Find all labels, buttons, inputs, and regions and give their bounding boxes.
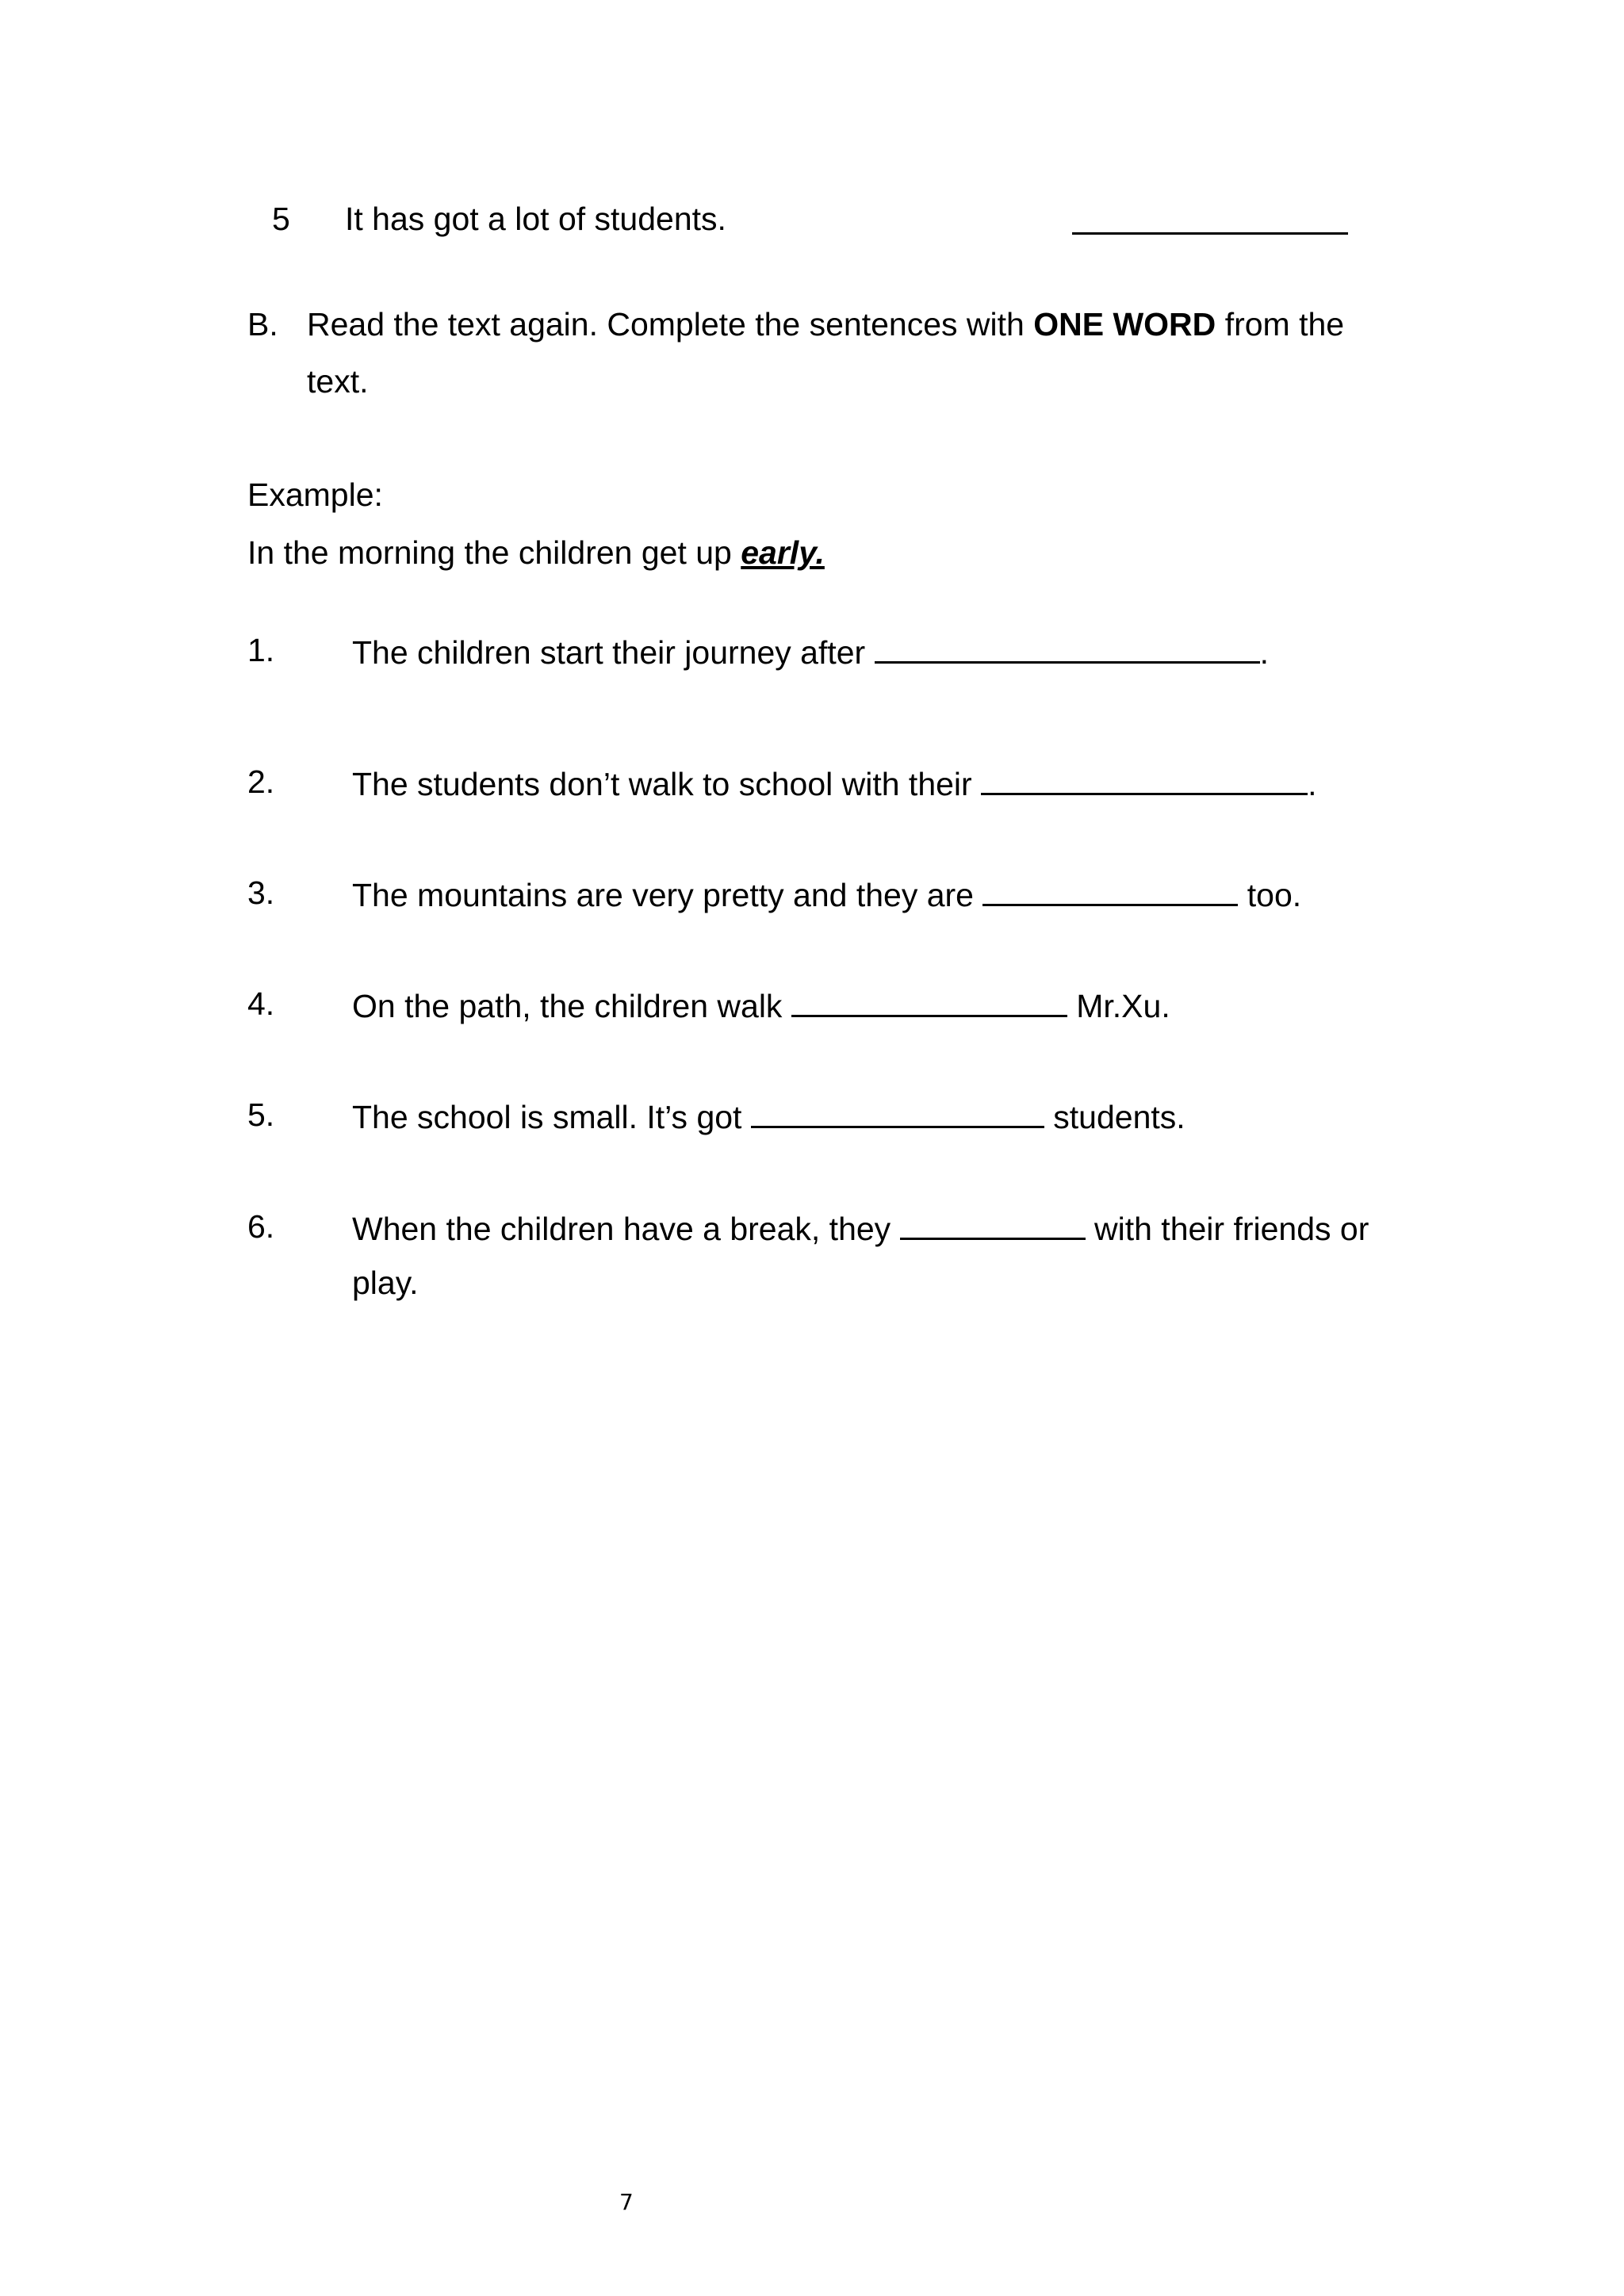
question-2-text — [352, 766, 1317, 801]
question-6-before: When the children have a break, they — [352, 1211, 891, 1247]
question-6-blank[interactable] — [900, 1211, 1086, 1240]
example-sentence — [247, 534, 825, 571]
instruction-part2: from the — [1224, 306, 1345, 342]
question-4-text — [352, 988, 1170, 1023]
question-1-blank[interactable] — [875, 634, 1260, 664]
question-3-after: too. — [1247, 877, 1302, 913]
question-1-number: 1. — [247, 632, 275, 668]
question-6-number: 6. — [247, 1208, 275, 1245]
question-4-blank[interactable] — [791, 988, 1067, 1017]
example-label: Example: — [247, 476, 383, 513]
question-6-text — [352, 1211, 1369, 1246]
instruction-part1: Read the text again. Complete the sentences with — [307, 306, 1025, 342]
question-4-after: Mr.Xu. — [1076, 988, 1170, 1024]
section-b-letter: B. — [247, 306, 278, 342]
example-text: In the morning the children get up — [247, 534, 732, 571]
question-4-before: On the path, the children walk — [352, 988, 783, 1024]
instruction-bold: ONE WORD — [1033, 306, 1216, 342]
question-5-number: 5. — [247, 1096, 275, 1133]
prev-item-answer-blank[interactable] — [1072, 232, 1348, 235]
question-6-after: with their friends or — [1094, 1211, 1369, 1247]
example-answer: early. — [741, 534, 825, 571]
prev-item-number: 5 — [272, 201, 290, 237]
section-b-instruction-line2: text. — [307, 363, 369, 400]
question-1-before: The children start their journey after — [352, 634, 866, 671]
question-1-after: . — [1259, 634, 1270, 671]
question-3-before: The mountains are very pretty and they are — [352, 877, 974, 913]
question-1-text — [352, 634, 1269, 669]
question-4-number: 4. — [247, 985, 275, 1022]
question-5-after: students. — [1053, 1099, 1185, 1135]
question-5-text — [352, 1099, 1185, 1134]
question-2-blank[interactable] — [981, 766, 1308, 795]
question-3-number: 3. — [247, 874, 275, 911]
question-2-before: The students don’t walk to school with their — [352, 766, 972, 802]
question-6-line2: play. — [352, 1265, 419, 1301]
section-b-instruction — [307, 308, 1344, 341]
question-5-blank[interactable] — [751, 1099, 1044, 1128]
question-2-number: 2. — [247, 763, 275, 800]
page-number: 7 — [619, 2189, 634, 2215]
question-3-text — [352, 877, 1301, 912]
question-5-before: The school is small. It’s got — [352, 1099, 742, 1135]
question-3-blank[interactable] — [982, 877, 1238, 906]
question-2-after: . — [1308, 766, 1317, 802]
prev-item-text: It has got a lot of students. — [345, 201, 726, 237]
